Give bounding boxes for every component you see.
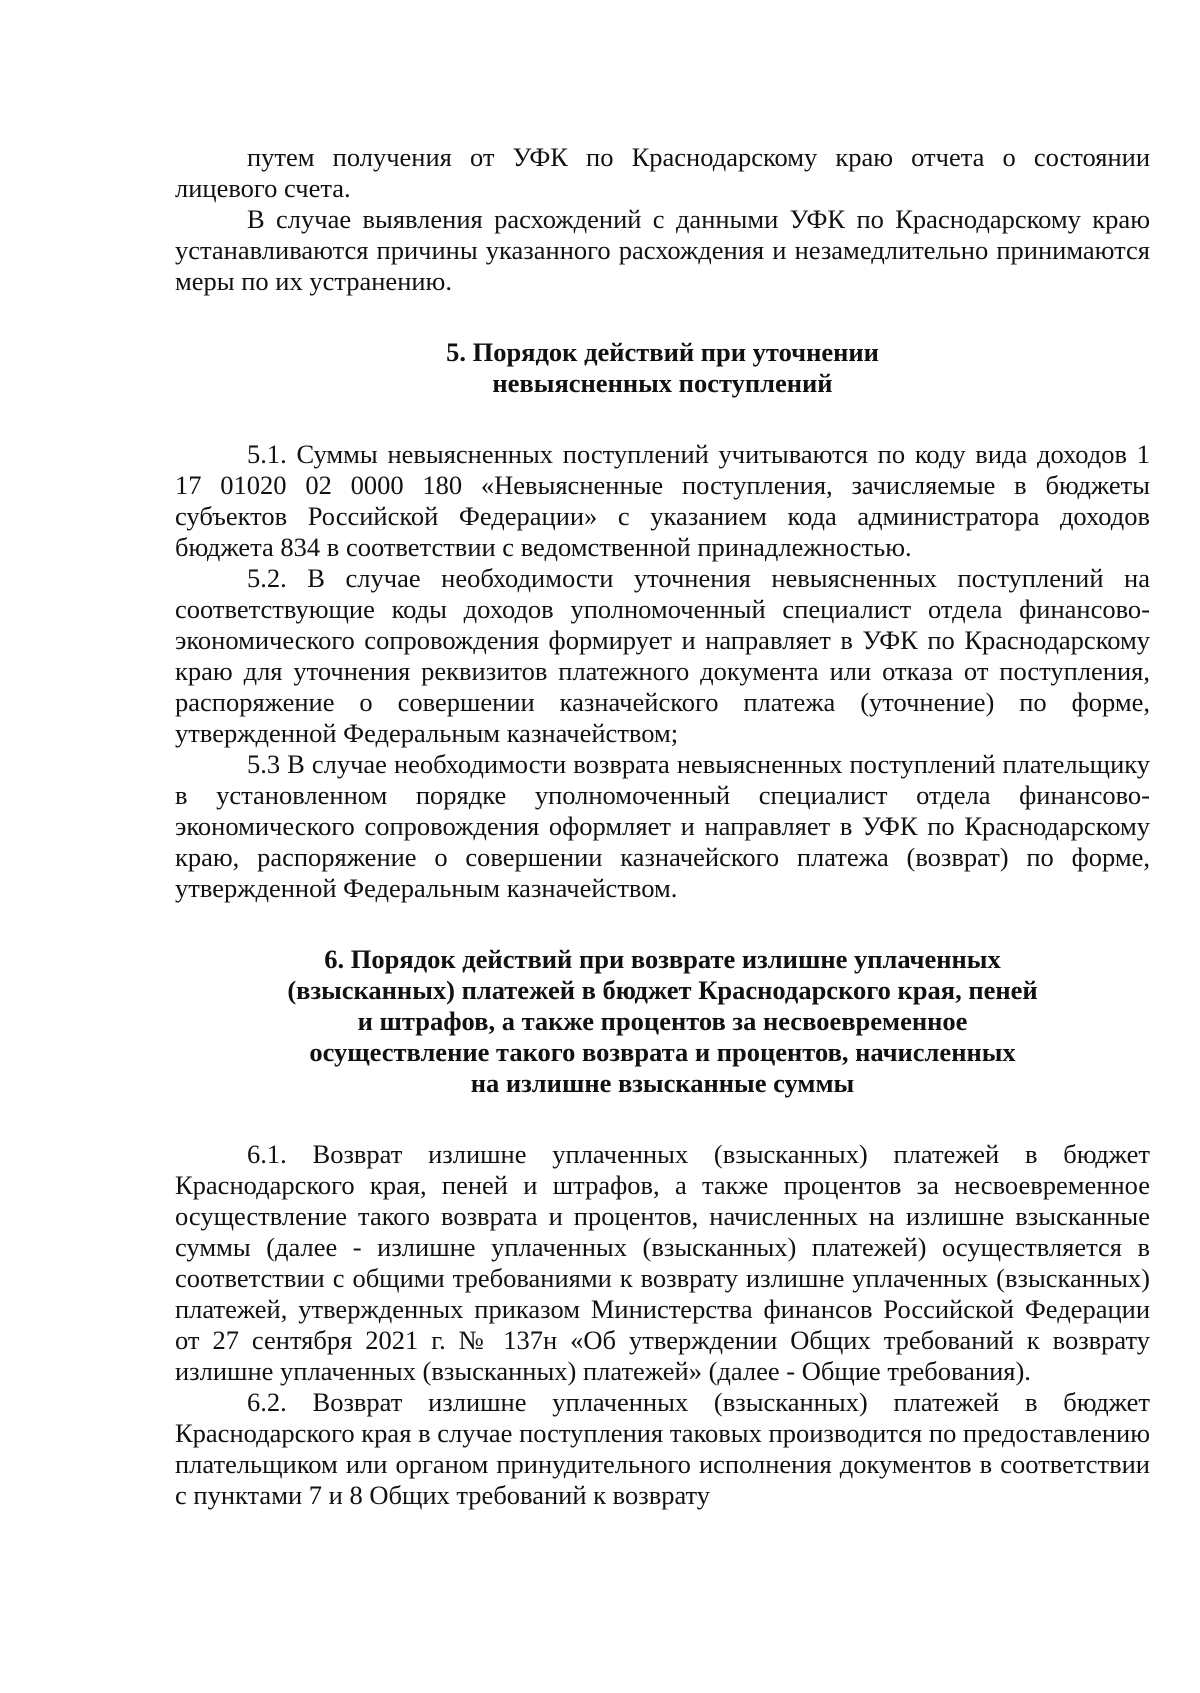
section-6-heading-line: 6. Порядок действий при возврате излишне уплаченных	[324, 944, 1001, 974]
section-5-heading-line: 5. Порядок действий при уточнении	[446, 337, 879, 367]
document-page	[175, 142, 1150, 1511]
section-5-heading	[175, 337, 1150, 399]
section-6-heading-line: на излишне взысканные суммы	[470, 1068, 855, 1098]
section-6-heading-line: осуществление такого возврата и процентов, начисленных	[309, 1037, 1016, 1067]
section-6-heading-line: и штрафов, а также процентов за несвоевременное	[357, 1006, 968, 1036]
paragraph-intro-2: В случае выявления расхождений с данными УФК по Краснодарскому краю устанавливаются причины указанного расхождения и незамедлительно принимаются меры по их устранению.	[175, 204, 1150, 296]
section-6-heading	[175, 944, 1150, 1099]
paragraph-5-1: 5.1. Суммы невыясненных поступлений учитываются по коду вида доходов 1 17 01020 02 0000 180 «Невыясненные поступления, зачисляемые в бюджеты субъектов Российской Федерации» с указанием кода администратора доходов бюджета 834 в соответствии с ведомственной принадлежностью.	[175, 439, 1150, 562]
paragraph-6-2: 6.2. Возврат излишне уплаченных (взысканных) платежей в бюджет Краснодарского края в случае поступления таковых производится по предоставлению плательщиком или органом принудительного исполнения документов в соответствии с пунктами 7 и 8 Общих требований к возврату	[175, 1387, 1150, 1510]
paragraph-5-2: 5.2. В случае необходимости уточнения невыясненных поступлений на соответствующие коды доходов уполномоченный специалист отдела финансово-экономического сопровождения формирует и направляет в УФК по Краснодарскому краю для уточнения реквизитов платежного документа или отказа от поступления, распоряжение о совершении казначейского платежа (уточнение) по форме, утвержденной Федеральным казначейством;	[175, 563, 1150, 748]
paragraph-intro-1: путем получения от УФК по Краснодарскому краю отчета о состоянии лицевого счета.	[175, 142, 1150, 203]
section-5-heading-line: невыясненных поступлений	[492, 368, 833, 398]
section-6-heading-line: (взысканных) платежей в бюджет Краснодарского края, пеней	[287, 975, 1038, 1005]
paragraph-6-1: 6.1. Возврат излишне уплаченных (взысканных) платежей в бюджет Краснодарского края, пеней и штрафов, а также процентов за несвоевременное осуществление такого возврата и процентов, начисленных на излишне взысканные суммы (далее - излишне уплаченных (взысканных) платежей) осуществляется в соответствии с общими требованиями к возврату излишне уплаченных (взысканных) платежей, утвержденных приказом Министерства финансов Российской Федерации от 27 сентября 2021 г. № 137н «Об утверждении Общих требований к возврату излишне уплаченных (взысканных) платежей» (далее - Общие требования).	[175, 1139, 1150, 1386]
paragraph-5-3: 5.3 В случае необходимости возврата невыясненных поступлений плательщику в установленном порядке уполномоченный специалист отдела финансово-экономического сопровождения оформляет и направляет в УФК по Краснодарскому краю, распоряжение о совершении казначейского платежа (возврат) по форме, утвержденной Федеральным казначейством.	[175, 749, 1150, 903]
